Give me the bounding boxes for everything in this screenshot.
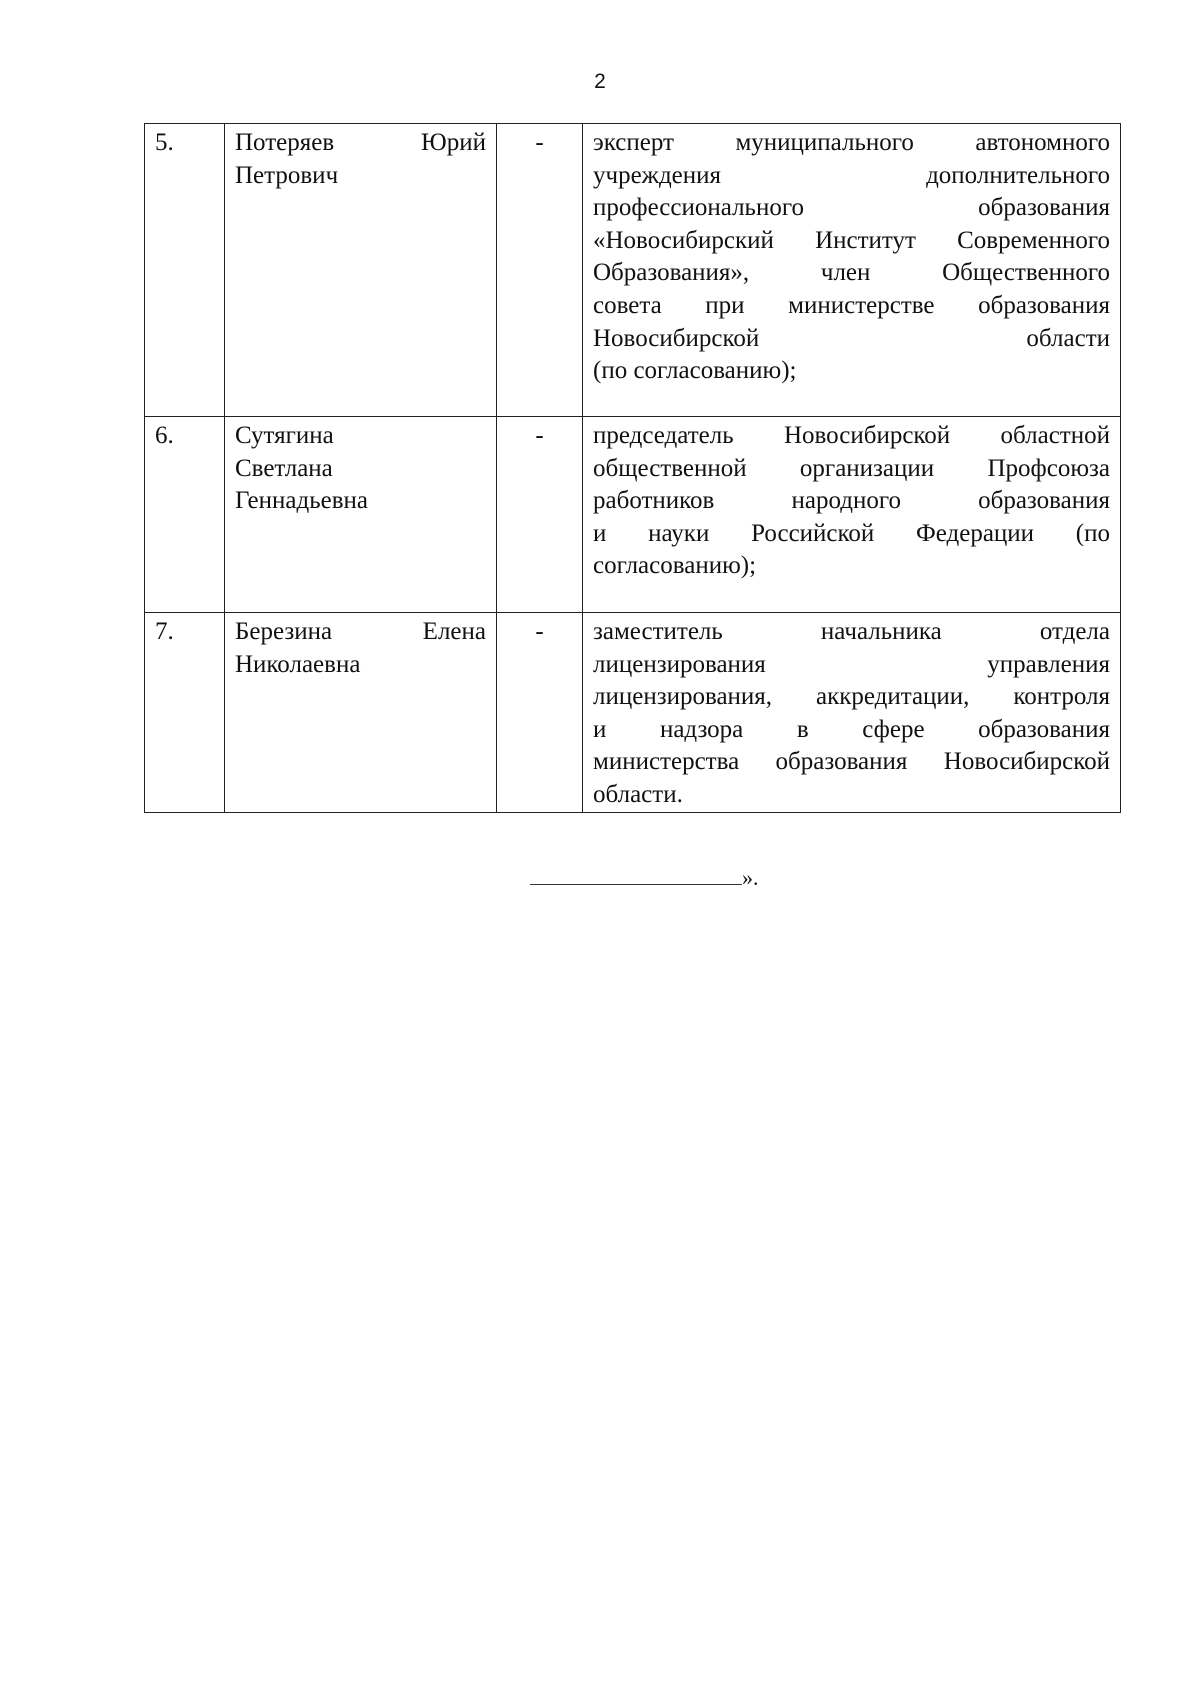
- row-number: 5.: [155, 129, 174, 156]
- position-description-line: председатель Новосибирской областной: [593, 422, 1110, 449]
- position-description: [593, 124, 1110, 388]
- person-name-cell: [225, 613, 497, 813]
- table-row: [145, 124, 1121, 417]
- position-description-line: и надзора в сфере образования: [593, 715, 1110, 743]
- dash-cell: [497, 417, 583, 613]
- dash-separator: -: [535, 129, 544, 156]
- person-name: [235, 417, 486, 518]
- person-name-line: Петрович: [235, 161, 339, 189]
- table-row: [145, 613, 1121, 813]
- members-table-body: [145, 124, 1121, 813]
- dash-cell: [497, 613, 583, 813]
- position-description-line: Новосибирской области: [593, 324, 1110, 352]
- position-description-line: заместитель начальника отдела: [593, 618, 1110, 645]
- table-row: [145, 417, 1121, 613]
- position-description-line: совета при министерстве образования: [593, 291, 1110, 319]
- position-description-cell: [583, 417, 1121, 613]
- position-description-line: работников народного образования: [593, 487, 1110, 515]
- row-number: 7.: [155, 618, 174, 645]
- person-name-line: Сутягина: [235, 422, 334, 449]
- page-number: 2: [594, 70, 606, 93]
- position-description-line: министерства образования Новосибирской: [593, 748, 1110, 776]
- position-description-line: учреждения дополнительного: [593, 161, 1110, 189]
- position-description-line: лицензирования управления: [593, 650, 1110, 678]
- row-number-cell: [145, 613, 225, 813]
- position-description: [593, 417, 1110, 583]
- position-description-line: профессионального образования: [593, 194, 1110, 222]
- row-number-cell: [145, 124, 225, 417]
- position-description-line: (по согласованию);: [593, 357, 797, 385]
- dash-cell: [497, 124, 583, 417]
- person-name-line: Потеряев Юрий: [235, 129, 486, 156]
- dash-separator: -: [535, 618, 544, 645]
- closing-line: [530, 862, 759, 892]
- position-description-line: согласованию);: [593, 552, 757, 580]
- position-description-line: лицензирования, аккредитации, контроля: [593, 683, 1110, 711]
- position-description-line: и науки Российской Федерации (по: [593, 519, 1110, 547]
- members-table: [144, 123, 1121, 813]
- dash-separator: -: [535, 422, 544, 449]
- position-description-cell: [583, 124, 1121, 417]
- position-description-line: общественной организации Профсоюза: [593, 454, 1110, 482]
- person-name: [235, 613, 486, 681]
- position-description-line: области.: [593, 780, 683, 808]
- person-name: [235, 124, 486, 192]
- person-name-line: Березина Елена: [235, 618, 486, 645]
- position-description-line: Образования», член Общественного: [593, 259, 1110, 287]
- position-description-cell: [583, 613, 1121, 813]
- closing-quote: ».: [742, 865, 759, 890]
- person-name-line: Николаевна: [235, 650, 361, 678]
- person-name-line: Светлана: [235, 454, 333, 482]
- person-name-cell: [225, 417, 497, 613]
- closing-underline: [530, 862, 742, 885]
- row-number-cell: [145, 417, 225, 613]
- position-description-line: «Новосибирский Институт Современного: [593, 226, 1110, 254]
- position-description: [593, 613, 1110, 812]
- person-name-cell: [225, 124, 497, 417]
- position-description-line: эксперт муниципального автономного: [593, 129, 1110, 156]
- row-number: 6.: [155, 422, 174, 449]
- person-name-line: Геннадьевна: [235, 487, 368, 515]
